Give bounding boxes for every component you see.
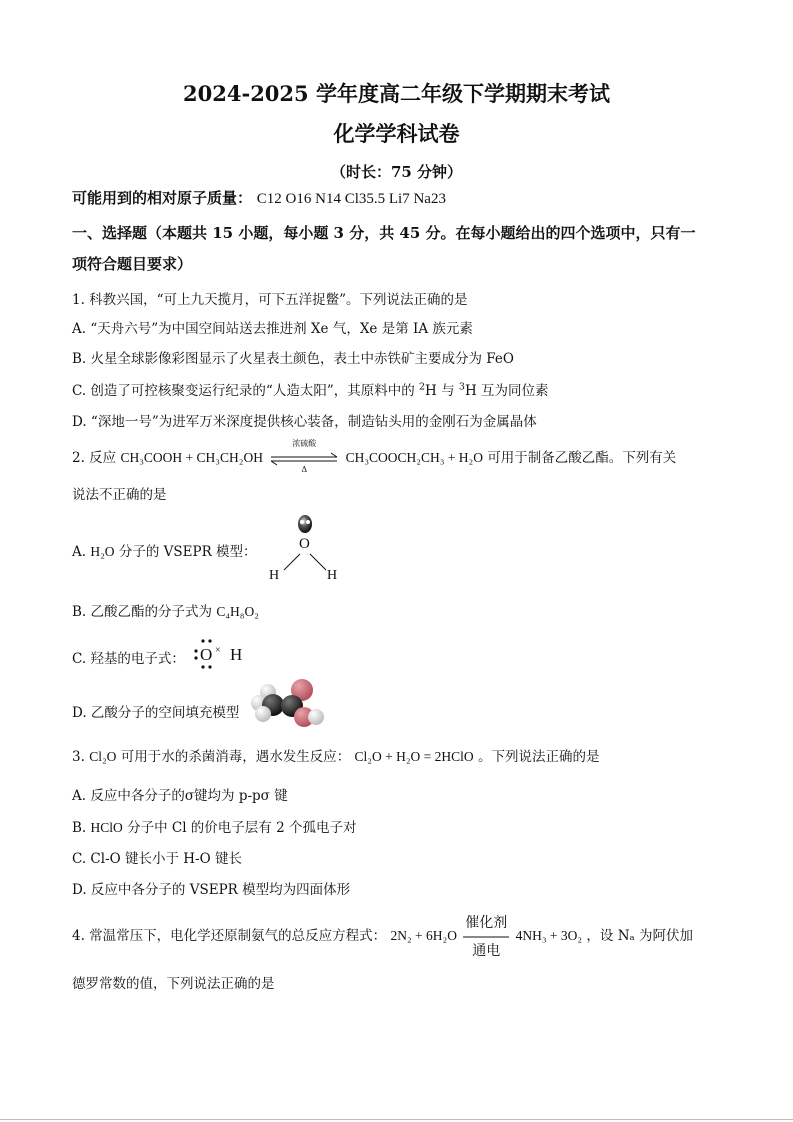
exam-subtitle: 化学学科试卷 [333, 121, 460, 146]
q2-eq-left: CH₃COOH + CH₃CH₂OH [120, 450, 263, 465]
q4-condition-top: 催化剂 [465, 914, 508, 931]
electron-formula-hydrogen: H [230, 645, 243, 664]
q2-option-d: D. 乙酸分子的空间填充模型 [72, 705, 240, 721]
q4-condition-bottom: 通电 [472, 942, 501, 959]
q4-eq-left: 2N₂ + 6H₂O [390, 928, 457, 943]
q4-stem [72, 914, 694, 959]
hydrogen-atom-3 [255, 706, 271, 722]
lone-pair-lobe-icon [298, 515, 312, 533]
water-model-h2: H [327, 568, 338, 583]
atomic-masses-values: C12 O16 N14 Cl35.5 Li7 Na23 [256, 191, 446, 207]
q3-option-b-pre: B. [72, 820, 87, 836]
q3-formula: Cl₂O [89, 749, 117, 764]
q2-stem-line2: 说法不正确的是 [72, 487, 167, 503]
q3-option-b-text: 分子中 Cl 的价电子层有 2 个孤电子对 [127, 820, 357, 836]
q3-option-b [72, 816, 356, 836]
q4-reaction-arrow [461, 914, 511, 959]
q2-option-b-text: B. 乙酸乙酯的分子式为 [72, 604, 213, 620]
q2-option-a-label: A. [72, 544, 87, 560]
q3-stem-pre: 3. [72, 749, 85, 765]
q4-stem-line2: 德罗常数的值，下列说法正确的是 [72, 976, 275, 992]
q1-option-c-mid: 与 [441, 383, 455, 399]
isotope1-symbol: H [425, 383, 437, 399]
exam-duration: （时长：75 分钟） [330, 163, 463, 181]
q1-option-c-post: 互为同位素 [481, 383, 549, 399]
q2-stem-pre: 2. 反应 [72, 450, 117, 466]
q2-condition-bottom: Δ [301, 464, 308, 474]
isotope2-symbol: H [464, 383, 477, 399]
hydroxyl-electron-formula [194, 637, 254, 673]
exam-title: 2024-2025 学年度高二年级下学期期末考试 [183, 81, 610, 106]
q2-option-b [72, 600, 259, 620]
page-bottom-divider [0, 1119, 793, 1120]
water-model-h1: H [269, 568, 280, 583]
water-model-oxygen: O [299, 536, 310, 552]
hydrogen-atom-4 [308, 709, 324, 725]
isotope2-mass: 3 [458, 381, 465, 393]
electron-formula-cross: × [215, 645, 221, 656]
q2-stem [72, 438, 677, 474]
q4-stem-pre: 4. 常温常压下，电化学还原制氨气的总反应方程式： [72, 928, 387, 944]
q3-option-c: C. Cl-O 键长小于 H-O 键长 [72, 851, 242, 867]
section-heading-line2: 项符合题目要求） [72, 255, 193, 273]
q1-stem: 1. 科教兴国，“可上九天揽月，可下五洋捉鳖”。下列说法正确的是 [72, 292, 468, 308]
q3-option-d: D. 反应中各分子的 VSEPR 模型均为四面体形 [72, 882, 351, 898]
q2-option-a [72, 540, 257, 560]
acetic-acid-space-filling-model [246, 676, 330, 734]
q1-option-c-pre: C. 创造了可控核聚变运行纪录的“人造太阳”，其原料中的 [72, 383, 415, 399]
q3-option-a: A. 反应中各分子的σ键均为 p-pσ 键 [72, 788, 288, 804]
q2-condition-top: 浓硫酸 [292, 438, 317, 448]
section-heading-line1: 一、选择题（本题共 15 小题，每小题 3 分，共 45 分。在每小题给出的四个选项中，只有一 [72, 224, 696, 242]
q1-option-a: A. “天舟六号”为中国空间站送去推进剂 Xe 气，Xe 是第 IA 族元素 [72, 321, 473, 337]
q1-option-c [72, 379, 549, 399]
q1-option-d: D. “深地一号”为进军万米深度提供核心装备，制造钻头用的金刚石为金属晶体 [72, 414, 537, 430]
q3-option-b-formula: HClO [90, 820, 123, 835]
q3-stem-post: 。下列说法正确的是 [477, 749, 600, 765]
isotope1-mass: 2 [419, 381, 426, 393]
atomic-masses-label: 可能用到的相对原子质量： [72, 189, 253, 207]
q3-stem [72, 745, 599, 765]
q2-stem-post: 可用于制备乙酸乙酯。下列有关 [487, 450, 677, 466]
q4-stem-post: ，设 Nₐ 为阿伏加 [586, 928, 694, 944]
q2-option-a-text: 分子的 VSEPR 模型： [118, 544, 257, 560]
q2-option-a-formula: H₂O [90, 544, 115, 559]
water-vsepr-model [262, 512, 352, 590]
q4-eq-right: 4NH₃ + 3O₂ [515, 928, 583, 943]
q3-equation: Cl₂O + H₂O = 2HClO [354, 749, 474, 764]
q2-option-c: C. 羟基的电子式： [72, 651, 185, 667]
q1-option-b: B. 火星全球影像彩图显示了火星表土颜色，表土中赤铁矿主要成分为 FeO [72, 351, 514, 367]
q2-eq-right: CH₃COOCH₂CH₃ + H₂O [345, 450, 484, 465]
atomic-masses [72, 187, 446, 208]
q2-option-b-formula: C₄H₈O₂ [216, 604, 259, 619]
electron-formula-oxygen: O [200, 645, 213, 664]
q3-stem-mid: 可用于水的杀菌消毒，遇水发生反应： [120, 749, 351, 765]
reversible-arrow [267, 438, 341, 474]
